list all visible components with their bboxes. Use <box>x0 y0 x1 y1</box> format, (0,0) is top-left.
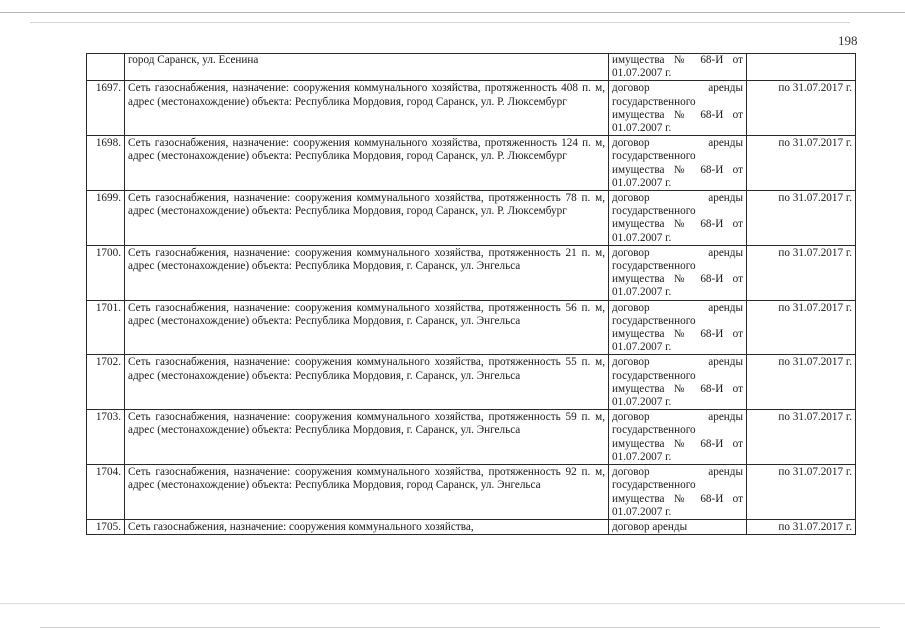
lease-basis: договор аренды государственного имущества № 68-И от 01.07.2007 г. <box>609 300 747 355</box>
lease-term: по 31.07.2017 г. <box>747 191 856 246</box>
lease-basis: договор аренды государственного имущества № 68-И от 01.07.2007 г. <box>609 81 747 136</box>
row-number: 1700. <box>87 245 125 300</box>
table-row <box>87 54 856 81</box>
row-number: 1698. <box>87 136 125 191</box>
row-number: 1699. <box>87 191 125 246</box>
table-row <box>87 519 856 534</box>
scan-artifact-bottom <box>0 603 905 604</box>
table-row <box>87 81 856 136</box>
object-description: Сеть газоснабжения, назначение: сооружения коммунального хозяйства, протяженность 55 п. м, адрес (местонахождение) объекта: Республика Мордовия, г. Саранск, ул. Энгельса <box>125 355 609 410</box>
lease-term: по 31.07.2017 г. <box>747 81 856 136</box>
object-description: Сеть газоснабжения, назначение: сооружения коммунального хозяйства, протяженность 59 п. м, адрес (местонахождение) объекта: Республика Мордовия, г. Саранск, ул. Энгельса <box>125 410 609 465</box>
row-number: 1702. <box>87 355 125 410</box>
object-description: Сеть газоснабжения, назначение: сооружения коммунального хозяйства, протяженность 124 п. м, адрес (местонахождение) объекта: Республика Мордовия, город Саранск, ул. Р. Люксембург <box>125 136 609 191</box>
lease-term: по 31.07.2017 г. <box>747 300 856 355</box>
lease-basis: договор аренды государственного имущества № 68-И от 01.07.2007 г. <box>609 465 747 520</box>
table-row <box>87 410 856 465</box>
table-row <box>87 191 856 246</box>
lease-basis: договор аренды государственного имущества № 68-И от 01.07.2007 г. <box>609 136 747 191</box>
object-description: Сеть газоснабжения, назначение: сооружения коммунального хозяйства, протяженность 408 п. м, адрес (местонахождение) объекта: Республика Мордовия, город Саранск, ул. Р. Люксембург <box>125 81 609 136</box>
lease-basis: договор аренды государственного имущества № 68-И от 01.07.2007 г. <box>609 355 747 410</box>
lease-term: по 31.07.2017 г. <box>747 355 856 410</box>
object-description: Сеть газоснабжения, назначение: сооружения коммунального хозяйства, <box>125 519 609 534</box>
row-number: 1697. <box>87 81 125 136</box>
row-number: 1705. <box>87 519 125 534</box>
lease-term: по 31.07.2017 г. <box>747 136 856 191</box>
object-description: Сеть газоснабжения, назначение: сооружения коммунального хозяйства, протяженность 56 п. м, адрес (местонахождение) объекта: Республика Мордовия, г. Саранск, ул. Энгельса <box>125 300 609 355</box>
lease-term: по 31.07.2017 г. <box>747 245 856 300</box>
table-row <box>87 136 856 191</box>
row-number <box>87 54 125 81</box>
lease-basis: имущества № 68-И от 01.07.2007 г. <box>609 54 747 81</box>
object-description: Сеть газоснабжения, назначение: сооружения коммунального хозяйства, протяженность 21 п. м, адрес (местонахождение) объекта: Республика Мордовия, г. Саранск, ул. Энгельса <box>125 245 609 300</box>
table-row <box>87 245 856 300</box>
scan-artifact-top <box>0 12 905 13</box>
lease-basis: договор аренды государственного имущества № 68-И от 01.07.2007 г. <box>609 410 747 465</box>
table-row <box>87 300 856 355</box>
table-row <box>87 465 856 520</box>
lease-term: по 31.07.2017 г. <box>747 519 856 534</box>
scan-artifact-bottom-2 <box>40 627 880 628</box>
lease-term: по 31.07.2017 г. <box>747 465 856 520</box>
object-description: Сеть газоснабжения, назначение: сооружения коммунального хозяйства, протяженность 78 п. м, адрес (местонахождение) объекта: Республика Мордовия, город Саранск, ул. Р. Люксембург <box>125 191 609 246</box>
lease-basis: договор аренды государственного имущества № 68-И от 01.07.2007 г. <box>609 245 747 300</box>
row-number: 1704. <box>87 465 125 520</box>
lease-term <box>747 54 856 81</box>
object-description: Сеть газоснабжения, назначение: сооружения коммунального хозяйства, протяженность 92 п. м, адрес (местонахождение) объекта: Республика Мордовия, город Саранск, ул. Энгельса <box>125 465 609 520</box>
table-row <box>87 355 856 410</box>
object-description: город Саранск, ул. Есенина <box>125 54 609 81</box>
row-number: 1703. <box>87 410 125 465</box>
property-register-table <box>86 53 856 535</box>
lease-basis: договор аренды <box>609 519 747 534</box>
lease-term: по 31.07.2017 г. <box>747 410 856 465</box>
row-number: 1701. <box>87 300 125 355</box>
lease-basis: договор аренды государственного имущества № 68-И от 01.07.2007 г. <box>609 191 747 246</box>
page-number: 198 <box>838 33 858 48</box>
scan-artifact-top-2 <box>30 22 850 23</box>
